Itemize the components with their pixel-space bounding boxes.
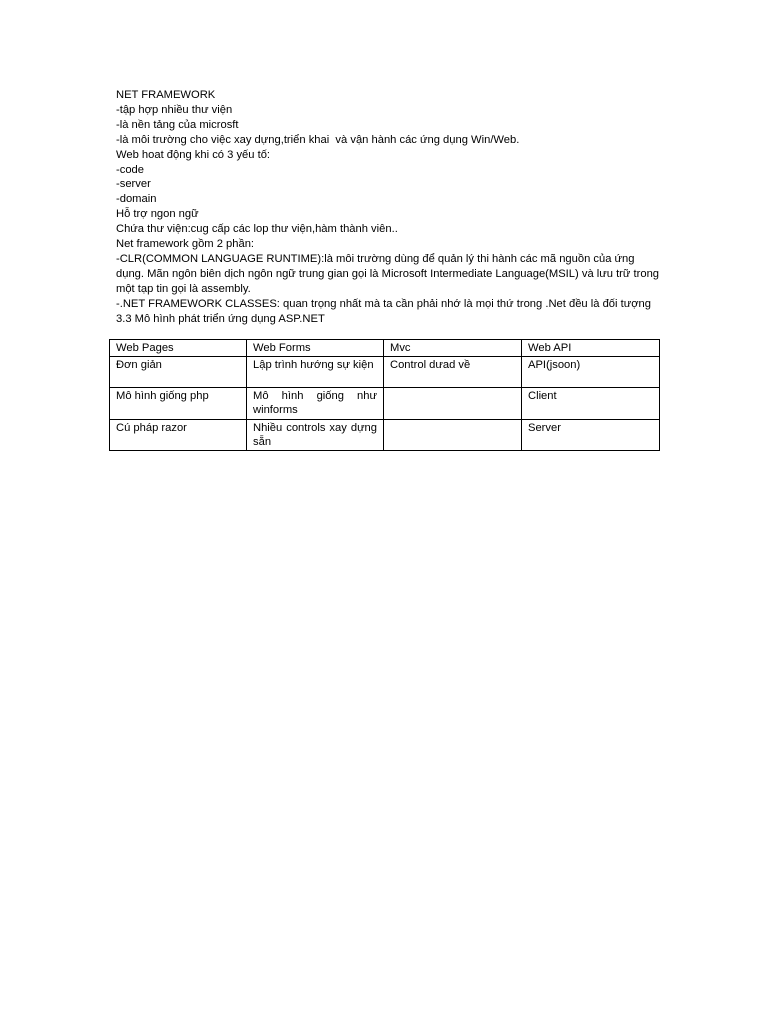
- text-line: Hỗ trợ ngon ngữ: [116, 208, 199, 221]
- table-cell: Lập trình hướng sự kiện: [247, 357, 384, 388]
- text-line: Chứa thư viện:cug cấp các lop thư viện,hàm thành viên..: [116, 223, 398, 236]
- text-line: Web hoat động khi có 3 yếu tố:: [116, 148, 271, 161]
- table-row: [110, 357, 660, 388]
- section-title: 3.3 Mô hình phát triển ứng dụng ASP.NET: [116, 312, 325, 325]
- table-row: [110, 419, 660, 450]
- paragraph-clr: -CLR(COMMON LANGUAGE RUNTIME):là môi trường dùng để quản lý thi hành các mã nguồn của ứng dụng. Mãn ngôn biên dịch ngôn ngữ trung gian gọi là Microsoft Intermediate Language(MSIL) và lưu trữ trong một tạp tin gọi là assembly.: [116, 252, 660, 295]
- text-line: -là nền tảng của microsft: [116, 118, 239, 131]
- table-cell: Mô hình giống như winforms: [247, 388, 384, 419]
- table-row: [110, 388, 660, 419]
- table-header-cell: Web API: [522, 340, 660, 357]
- comparison-table: [109, 339, 660, 451]
- text-line: -server: [116, 178, 151, 191]
- table-cell: Client: [522, 388, 660, 419]
- table-cell: Server: [522, 419, 660, 450]
- text-line: -code: [116, 163, 144, 176]
- heading-net-framework: NET FRAMEWORK: [116, 89, 216, 101]
- text-line: -là môi trường cho việc xay dựng,triển khai và vận hành các ứng dụng Win/Web.: [116, 133, 520, 146]
- table-cell: [384, 419, 522, 450]
- text-line: Net framework gồm 2 phần:: [116, 238, 255, 251]
- table-cell: Nhiều controls xay dựng sẵn: [247, 419, 384, 450]
- table-cell: Cú pháp razor: [110, 419, 247, 450]
- text-line: -tập hợp nhiều thư viện: [116, 103, 233, 116]
- table-cell: Control dưad về: [384, 357, 522, 388]
- table-header-cell: Mvc: [384, 340, 522, 357]
- table-cell: [384, 388, 522, 419]
- text-line: -domain: [116, 193, 157, 206]
- table-cell: Đơn giản: [110, 357, 247, 388]
- table-cell: Mô hình giống php: [110, 388, 247, 419]
- table-header-cell: Web Pages: [110, 340, 247, 357]
- paragraph-classes: -.NET FRAMEWORK CLASSES: quan trọng nhất mà ta cần phải nhớ là mọi thứ trong .Net đều là đối tượng: [116, 297, 651, 310]
- table-cell: API(jsoon): [522, 357, 660, 388]
- table-header-row: [110, 340, 660, 357]
- table-header-cell: Web Forms: [247, 340, 384, 357]
- document-body: [116, 88, 660, 327]
